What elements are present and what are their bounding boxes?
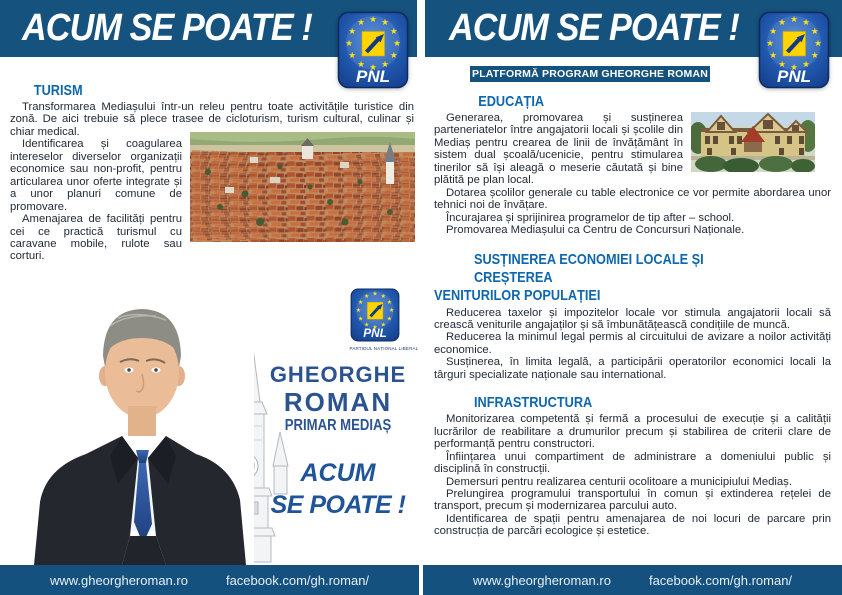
infrastructura-paragraph: Înființarea unui compartiment de administrare a domeniului public și disciplină în construcții. bbox=[434, 450, 831, 476]
right-page bbox=[421, 0, 842, 595]
economie-paragraph: Reducerea la minimul legal permis al circuitului de avizare a noilor activități economice. bbox=[434, 331, 831, 356]
turism-paragraph: Transformarea Mediașului într-un releu pentru toate activitățile turistice din zonă. De aici trebuie să plece trasee de cicloturism, turism cultural, culinar și chiar medical. bbox=[10, 101, 414, 138]
pnl-logo bbox=[350, 288, 400, 342]
slogan-line1: ACUM bbox=[300, 459, 376, 487]
facebook-url: facebook.com/gh.roman/ bbox=[648, 572, 793, 588]
pnl-party-caption: PARTIDUL NAȚIONAL LIBERAL bbox=[349, 347, 419, 352]
portrait-photo bbox=[26, 286, 254, 565]
pnl-logo bbox=[758, 11, 830, 89]
infrastructura-paragraph: Identificarea de spații pentru amenajarea de noi locuri de parcare prin construcția de parcări ecologice și estetice. bbox=[434, 512, 831, 538]
economie-heading-line2: VENITURILOR POPULAȚIEI bbox=[434, 286, 601, 304]
banner-slogan: ACUM SE POATE ! bbox=[449, 7, 739, 49]
candidate-name bbox=[260, 360, 416, 434]
program-content bbox=[434, 93, 831, 538]
economie-heading-line1: SUSȚINEREA ECONOMIEI LOCALE ȘI CREȘTEREA bbox=[473, 250, 704, 286]
turism-section bbox=[10, 82, 415, 263]
candidate-last-name: ROMAN bbox=[283, 387, 393, 417]
economie-paragraph: Reducerea taxelor și impozitelor locale vor stimula angajatorii locali să crească veniturile angajaților și să îmbunătățească condițiile de muncă. bbox=[434, 306, 831, 331]
turism-paragraph: Amenajarea de facilități pentru cei ce practică turismul cu caravane mobile, rulote sau corturi. bbox=[10, 213, 182, 263]
infrastructura-paragraph: Monitorizarea competentă și fermă a procesului de execuție și a calității lucrărilor de reabilitare a drumurilor precum și stabilirea de criterii clare de performanță pentru constructori. bbox=[434, 413, 831, 451]
left-footer-bar bbox=[0, 565, 419, 595]
pnl-logo bbox=[337, 11, 409, 89]
educatia-paragraph: Încurajarea și sprijinirea programelor de tip after – school. bbox=[446, 211, 735, 224]
infrastructura-heading: INFRASTRUCTURA bbox=[473, 394, 593, 412]
turism-heading: TURISM bbox=[33, 82, 83, 99]
infrastructura-paragraph: Prelungirea programului transportului în comun și extinderea rețelei de transport, precum și modernizarea parcului auto. bbox=[434, 487, 831, 513]
candidate-first-name: GHEORGHE bbox=[269, 362, 407, 387]
economie-paragraph: Susținerea, în limita legală, a participării operatorilor economici locali la târguri specializate naționale sau international. bbox=[434, 356, 831, 381]
turism-text-flow bbox=[10, 101, 415, 263]
infrastructura-paragraph: Demersuri pentru realizarea centurii ocolitoare a municipiului Mediaș. bbox=[446, 475, 792, 488]
banner-slogan: ACUM SE POATE ! bbox=[22, 7, 312, 49]
educatia-paragraph: Generarea, promovarea și susținerea parteneriatelor între angajatorii locali și școlile din Mediaș pentru crearea de linii de învățământ în sistem dual școală/ucenicie, pentru stimularea tinerilor să își aleagă o meserie căutată și bine plătită pe plan local. bbox=[434, 112, 683, 187]
slogan-line2: SE POATE ! bbox=[270, 491, 406, 519]
turism-paragraph: Identificarea și coagularea intereselor diverselor organizații economice sau non-profit, pentru articularea unor oferte integrate și a unor planuri comune de promovare. bbox=[10, 138, 182, 213]
school-photo bbox=[691, 112, 815, 172]
educatia-paragraph: Dotarea școlilor generale cu table electronice ce vor permite abordarea unor tehnici noi de învățare. bbox=[434, 186, 831, 212]
website-url: www.gheorgheroman.ro bbox=[472, 572, 611, 588]
educatia-text-flow bbox=[434, 112, 831, 237]
cityscape-photo bbox=[190, 132, 415, 242]
economie-heading bbox=[434, 251, 771, 305]
layout-spacer bbox=[414, 101, 415, 132]
website-url: www.gheorgheroman.ro bbox=[49, 572, 188, 588]
educatia-heading: EDUCAȚIA bbox=[478, 93, 545, 110]
facebook-url: facebook.com/gh.roman/ bbox=[225, 572, 370, 588]
platform-program-bar: PLATFORMĂ PROGRAM GHEORGHE ROMAN bbox=[471, 68, 709, 80]
candidate-title: PRIMAR MEDIAȘ bbox=[284, 417, 392, 434]
pnl-lockup bbox=[341, 288, 419, 353]
educatia-paragraph: Promovarea Mediașului ca Centru de Concursuri Naționale. bbox=[446, 224, 745, 237]
right-footer-bar bbox=[423, 565, 842, 595]
candidate-slogan bbox=[260, 456, 416, 518]
